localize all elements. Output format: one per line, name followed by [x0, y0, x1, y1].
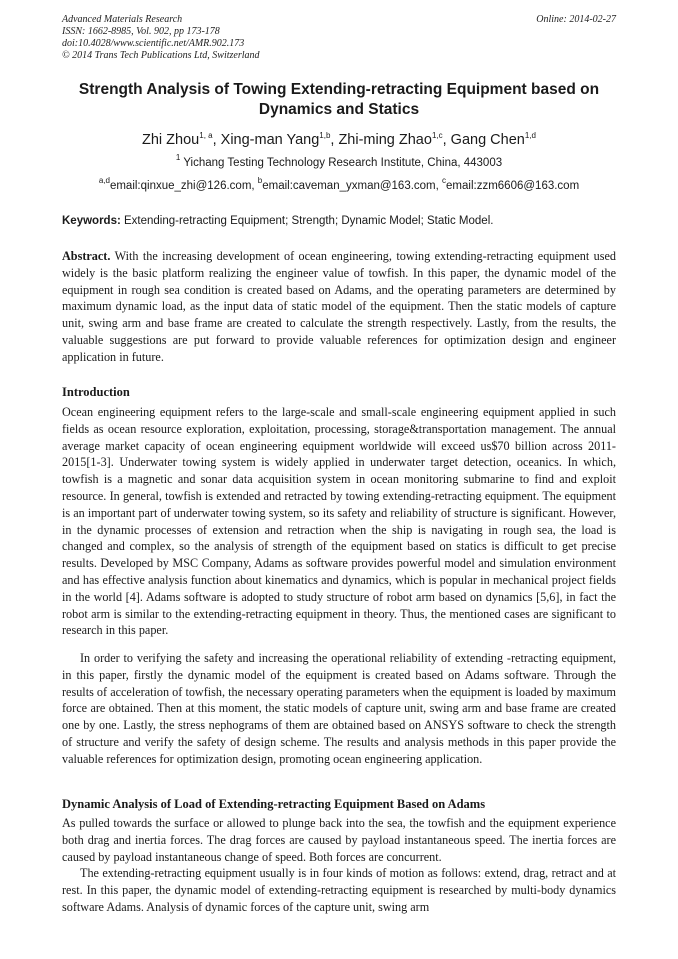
author-superscript: 1,b: [319, 131, 331, 140]
email-superscript: a,d: [98, 176, 110, 185]
author-list: [30, 130, 648, 150]
author-name: , Gang Chen: [442, 132, 525, 148]
issn-line: ISSN: 1662-8985, Vol. 902, pp 173-178: [62, 26, 220, 37]
journal-name: Advanced Materials Research: [62, 14, 183, 25]
email-address[interactable]: email:qinxue_zhi@126.com,: [109, 180, 258, 192]
email-address[interactable]: email:caveman_yxman@163.com,: [262, 180, 443, 192]
introduction-paragraph: Ocean engineering equipment refers to the large-scale and small-scale engineering equipment applied in such fields as ocean resource exploration, exploitation, processing, storage&transportation management. The annual average market capacity of ocean engineering equipment worldwide will exceed us$70 billion across 2011-2015[1-3]. Underwater towing system is widely applied in underwater target detection, oceanics. In which, towfish is a magnetic and sonar data acquisition system in ocean monitoring submarine to find and exploit resource. In general, towfish is extended and retracted by towing extending-retracting equipment. The equipment is an important part of underwater towing system, so its safety and reliability of structure is significant. However, in the dynamic processes of extension and retraction when the ship is navigating in rough sea, the load is changed and complex, so the analysis of strength of the equipment based on statics is difficult to get precise results. Developed by MSC Company, Adams as software provides powerful model and simulation environment and has effective analysis function about kinematics and dynamics, which is popular in mechanical project fields in the world [4]. Adams software is adopted to study structure of robot arm based on dynamics [5,6], in fact the robot arm is similar to the extending-retracting equipment in theory. Thus, the mentioned cases are significant to research in this paper.: [62, 405, 616, 638]
introduction-heading: Introduction: [62, 385, 130, 399]
email-address[interactable]: email:zzm6606@163.com: [446, 180, 580, 192]
keywords-label: Keywords:: [62, 215, 121, 227]
abstract-label: Abstract.: [62, 249, 111, 263]
section-paragraph: The extending-retracting equipment usually is in four kinds of motion as follows: extend, drag, retract and at rest. In this paper, the dynamic model of extending-retracting equipment is researched by multi-body dynamics software Adams. Analysis of dynamic forces of the capture unit, swing arm: [62, 866, 616, 914]
copyright-line: © 2014 Trans Tech Publications Ltd, Switzerland: [62, 50, 260, 61]
author-superscript: 1,d: [524, 131, 536, 140]
introduction-paragraph: In order to verifying the safety and increasing the operational reliability of extending -retracting equipment, in this paper, firstly the dynamic model of the equipment is created based on Adams software. Through the results of acceleration of towfish, the necessary operating parameters when the equipment is loaded by maximum force are obtained. Then at this moment, the static models of capture unit, swing arm and base frame are created one by one. Lastly, the stress nephograms of them are obtained based on ANSYS software to check the strength of structure and verify the safety of design scheme. The results and analysis methods in this paper provide the valuable references for optimization design, promoting ocean engineering application.: [62, 651, 616, 766]
abstract: [62, 248, 616, 366]
email-list: [20, 178, 658, 194]
online-date: Online: 2014-02-27: [536, 14, 616, 25]
author-superscript: 1, a: [199, 131, 213, 140]
doi-line[interactable]: doi:10.4028/www.scientific.net/AMR.902.173: [62, 38, 245, 49]
affiliation-superscript: 1: [175, 153, 181, 162]
abstract-text: With the increasing development of ocean engineering, towing extending-retracting equipment used widely is the basic platform realizing the engineer value of towfish. In this paper, the dynamic model of the equipment in rough sea condition is created based on Adams, and the operating parameters are determined by maximum dynamic load, as the input data of static model of the equipment. Then the static models of capture unit, swing arm and base frame are created to calculate the strength respectively. Lastly, from the results, the valuable suggestions are put forward to provide valuable references for optimization design and engineer application in future.: [62, 249, 616, 364]
author-name: , Zhi-ming Zhao: [330, 132, 432, 148]
section-paragraph: As pulled towards the surface or allowed to plunge back into the sea, the towfish and the equipment experience both drag and inertia forces. The drag forces are caused by payload instantaneous speed. The inertia forces are caused by payload instantaneous change of speed. Both forces are concurrent.: [62, 816, 616, 864]
keywords: [62, 213, 616, 229]
paper-title: Strength Analysis of Towing Extending-retracting Equipment based on Dynamics and Statics: [78, 81, 600, 118]
journal-header: [62, 14, 616, 62]
email-superscript: b: [257, 176, 263, 185]
affiliation: [30, 155, 648, 171]
keywords-text: Extending-retracting Equipment; Strength; Dynamic Model; Static Model.: [120, 215, 494, 227]
affiliation-text: Yichang Testing Technology Research Institute, China, 443003: [180, 157, 503, 169]
author-name: Zhi Zhou: [142, 132, 200, 148]
email-superscript: c: [442, 176, 447, 185]
author-superscript: 1,c: [431, 131, 443, 140]
section-heading: Dynamic Analysis of Load of Extending-retracting Equipment Based on Adams: [62, 797, 486, 811]
author-name: , Xing-man Yang: [212, 132, 320, 148]
